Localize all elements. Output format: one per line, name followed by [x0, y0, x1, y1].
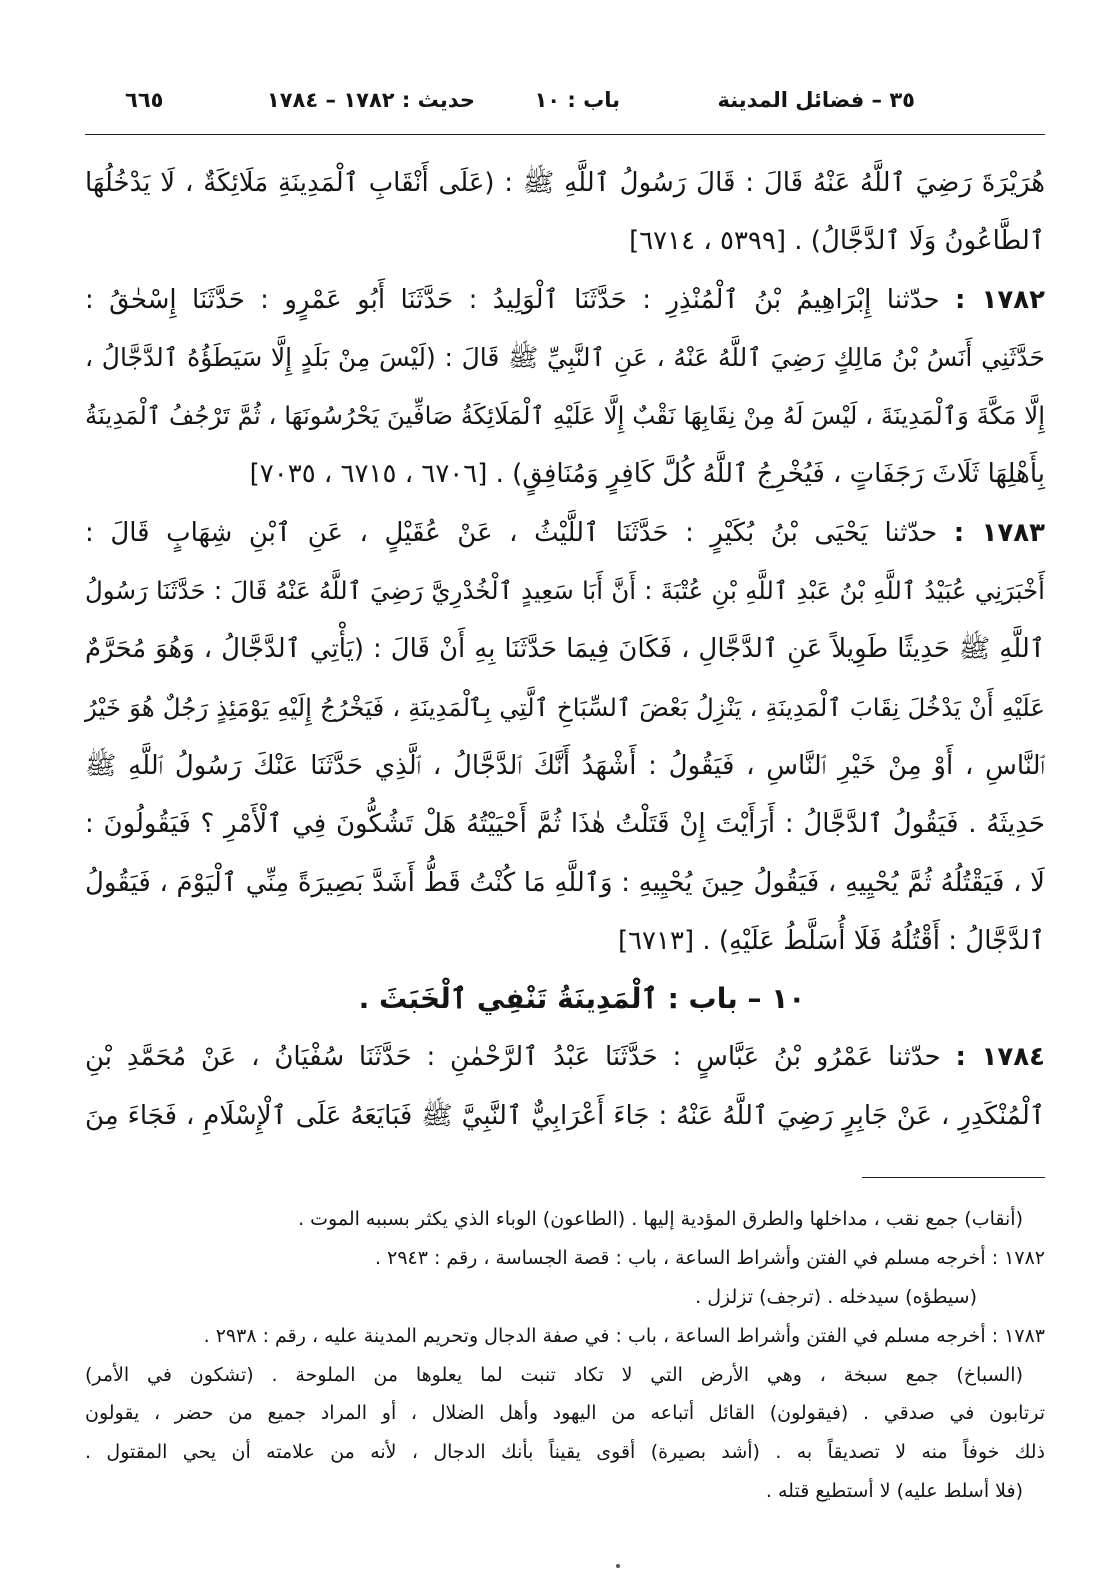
chapter-title: ٣٥ – فضائل المدينة [717, 88, 915, 112]
footnotes [85, 1200, 1045, 1511]
footnote-rule [862, 1177, 1045, 1178]
text-line: ٱلدَّجَّالُ : أَقْتُلُهُ فَلَا أُسَلَّطُ عَلَيْهِ) . [٦٧١٣] [617, 925, 1045, 956]
footnote-line: ١٧٨٢ : أخرجه مسلم في الفتن وأشراط الساعة ، باب : قصة الجساسة ، رقم : ٢٩٤٣ . [375, 1246, 1045, 1269]
footnote-line: ذلك خوفاً منه لا تصديقاً به . (أشد بصيرة) أقوى يقيناً بأنك الدجال ، لأنه من علامته أن يحي المقتول . [85, 1441, 1045, 1464]
hadith-text: حدّثنا عَمْرُو بْنُ عَبَّاسٍ : حَدَّثَنَا عَبْدُ ٱلرَّحْمٰنِ : حَدَّثَنَا سُفْيَانُ ، عَنْ مُحَمَّدِ بْنِ [85, 1042, 941, 1073]
footnote-line: (أنقاب) جمع نقب ، مداخلها والطرق المؤدية إليها . (الطاعون) الوباء الذي يكثر بسببه الموت . [298, 1208, 1023, 1230]
main-text [85, 154, 1045, 1145]
footnote-line: (السباخ) جمع سبخة ، وهي الأرض التي لا تكاد تنبت لما يعلوها من الملوحة . (تشكون في الأمر) [85, 1363, 1023, 1386]
chapter-heading-title: ٱلْمَدِينَةُ تَنْفِي ٱلْخَبَثَ . [358, 982, 658, 1016]
text-line: حَدَّثَنِي أَنَسُ بْنُ مَالِكٍ رَضِيَ ٱللَّهُ عَنْهُ ، عَنِ ٱلنَّبِيِّ ﷺ قَالَ : (لَيْسَ مِنْ بَلَدٍ إِلَّا سَيَطَؤُهُ ٱلدَّجَّالُ ، [85, 342, 1045, 372]
chapter-heading-label: ١٠ – باب : [667, 982, 806, 1016]
running-header [0, 80, 1102, 120]
text-line: لَا ، فَيَقْتُلُهُ ثُمَّ يُحْيِيهِ ، فَيَقُولُ حِينَ يُحْيِيهِ : وَٱللَّهِ مَا كُنْتُ قَطُّ أَشَدَّ بَصِيرَةً مِنِّي ٱلْيَوْمَ ، فَيَقُولُ [85, 867, 1045, 898]
text-line: ٱلطَّاعُونُ وَلَا ٱلدَّجَّالُ) . [٥٣٩٩ ، ٦٧١٤] [629, 226, 1045, 257]
footnote-line: (سيطؤه) سيدخله . (ترجف) تزلزل . [695, 1285, 977, 1308]
text-line: بِأَهْلِهَا ثَلَاثَ رَجَفَاتٍ ، فَيُخْرِجُ ٱللَّهُ كُلَّ كَافِرٍ وَمُنَافِقٍ) . [٦٧٠٦ ، ٦٧١٥ ، ٧٠٣٥] [249, 459, 1045, 490]
footnote-line: (فلا أسلط عليه) لا أستطيع قتله . [765, 1480, 1023, 1503]
text-line: هُرَيْرَةَ رَضِيَ ٱللَّهُ عَنْهُ قَالَ : قَالَ رَسُولُ ٱللَّهِ ﷺ : (عَلَى أَنْقَابِ ٱلْمَدِينَةِ مَلَائِكَةٌ ، لَا يَدْخُلُهَا [85, 168, 1045, 198]
hadith-number: ١٧٨٢ : [954, 284, 1046, 315]
scan-speck [616, 1564, 620, 1568]
footnote-line: ترتابون في صدقي . (فيقولون) القائل أتباعه من اليهود وأهل الضلال ، أو المراد جميع من حضر ، يقولون [85, 1402, 1045, 1425]
text-line [85, 271, 1045, 329]
footnote-line: ١٧٨٣ : أخرجه مسلم في الفتن وأشراط الساعة ، باب : في صفة الدجال وتحريم المدينة عليه ، رقم : ٢٩٣٨ . [203, 1324, 1045, 1347]
page-number: ٦٦٥ [125, 88, 164, 112]
section-number: باب : ١٠ [534, 88, 620, 112]
text-line: ٱللَّهِ ﷺ حَدِيثًا طَوِيلاً عَنِ ٱلدَّجَّالِ ، فَكَانَ فِيمَا حَدَّثَنَا بِهِ أَنْ قَالَ : (يَأْتِي ٱلدَّجَّالُ ، وَهُوَ مُحَرَّمٌ [85, 634, 1045, 665]
text-line [85, 504, 1045, 562]
text-line: أَخْبَرَنِي عُبَيْدُ ٱللَّهِ بْنُ عَبْدِ ٱللَّهِ بْنِ عُتْبَةَ : أَنَّ أَبَا سَعِيدٍ ٱلْخُدْرِيَّ رَضِيَ ٱللَّهُ عَنْهُ قَالَ : حَدَّثَنَا رَسُولُ [85, 576, 1045, 606]
header-rule [85, 134, 1045, 135]
text-line: عَلَيْهِ أَنْ يَدْخُلَ نِقَابَ ٱلْمَدِينَةِ ، يَنْزِلُ بَعْضَ ٱلسِّبَاخِ ٱلَّتِي بِٱلْمَدِينَةِ ، فَيَخْرُجُ إِلَيْهِ يَوْمَئِذٍ رَجُلٌ هُوَ خَيْرُ [85, 692, 1045, 722]
hadith-number: ١٧٨٤ : [955, 1042, 1046, 1073]
hadith-text: حدّثنا يَحْيَى بْنُ بُكَيْرٍ : حَدَّثَنَا ٱللَّيْثُ ، عَنْ عُقَيْلٍ ، عَنِ ٱبْنِ شِهَابٍ قَالَ : [85, 517, 938, 548]
text-line: ٱلْمُنْكَدِرِ ، عَنْ جَابِرٍ رَضِيَ ٱللَّهُ عَنْهُ : جَاءَ أَعْرَابِيٌّ ٱلنَّبِيَّ ﷺ فَبَايَعَهُ عَلَى ٱلْإِسْلَامِ ، فَجَاءَ مِنَ [85, 1100, 1045, 1131]
hadith-text: حدّثنا إِبْرَاهِيمُ بْنُ ٱلْمُنْذِرِ : حَدَّثَنَا ٱلْوَلِيدُ : حَدَّثَنَا أَبُو عَمْرٍو : حَدَّثَنَا إِسْحٰقُ : [85, 284, 940, 315]
hadith-number: ١٧٨٣ : [953, 517, 1046, 548]
chapter-heading [85, 970, 1045, 1028]
text-line: إِلَّا مَكَّةَ وَٱلْمَدِينَةَ ، لَيْسَ لَهُ مِنْ نِقَابِهَا نَقْبٌ إِلَّا عَلَيْهِ ٱلْمَلَائِكَةُ صَافِّينَ يَحْرُسُونَهَا ، ثُمَّ تَرْجُفُ ٱلْمَدِينَةُ [84, 401, 1045, 431]
text-line: ٱلنَّاسِ ، أَوْ مِنْ خَيْرِ ٱلنَّاسِ ، فَيَقُولُ : أَشْهَدُ أَنَّكَ ٱلدَّجَّالُ ، ٱلَّذِي حَدَّثَنَا عَنْكَ رَسُولُ ٱللَّهِ ﷺ [85, 750, 1045, 781]
hadith-range: حديث : ١٧٨٢ – ١٧٨٤ [266, 88, 475, 112]
text-line: حَدِيثَهُ . فَيَقُولُ ٱلدَّجَّالُ : أَرَأَيْتَ إِنْ قَتَلْتُ هٰذَا ثُمَّ أَحْيَيْتُهُ هَلْ تَشُكُّونَ فِي ٱلْأَمْرِ ؟ فَيَقُولُونَ : [85, 809, 1045, 840]
text-line [85, 1028, 1045, 1086]
